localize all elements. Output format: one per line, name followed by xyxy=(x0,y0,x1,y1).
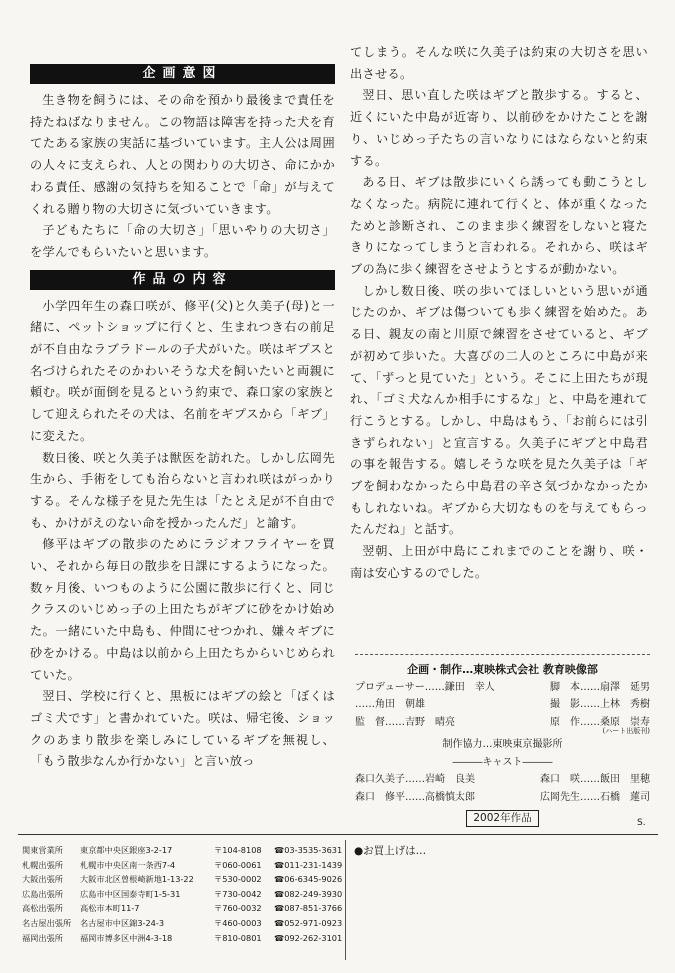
staff-credit: 監 督……吉野 晴亮 xyxy=(355,716,455,728)
office-row xyxy=(22,901,343,916)
right-column xyxy=(350,42,648,585)
story-paragraph: てしまう。そんな咲に久美子は約束の大切さを思い出させる。 xyxy=(350,45,648,81)
office-address: 名古屋市中区錦3-24-3 xyxy=(80,917,165,928)
staff-credit: 撮 影……上林 秀樹 xyxy=(550,699,650,710)
story-paragraph: 翌日、思い直した咲はギブと散歩する。すると、近くにいた中島が近寄り、以前砂をかけたことを謝り、いじめっ子たちの言いなりにはならないと約束する。 xyxy=(350,88,648,168)
staff-credit: ……角田 朝雄 xyxy=(355,699,425,710)
story-paragraph: しかし数日後、咲の歩いてほしいという思いが通じたのか、ギブは傷ついても歩く練習を始めた。ある日、親友の南と川原で練習をさせていると、ギブが初めて歩いた。大喜びの二人のところに中島が来て、「ずっと見ていた」という。そこに上田たちが現れ、「ゴミ犬なんか相手にするな」と、中島を連れて行こうとする。しかし、中島はもう、「お前らには引きずられない」と宣言する。久美子にギブと中島君の事を報告する。嬉しそうな咲を見た久美子は「ギブを飼わなかったら中島君の辛さ気づかなかったかもしれないね。ギブから大切なものを与えてもらったんだね」と話す。 xyxy=(350,283,648,537)
plan-paragraph: 生き物を飼うには、その命を預かり最後まで責任を持たねばなりません。この物語は障害を持った犬を育てたある家族の実話に基づいています。主人公は周囲の人々に支えられ、人との関わりの大切さ、命にかかわる責任、感謝の気持ちを知ることで「命」が与えてくれる贈り物の大切さに気づいていきます。 xyxy=(30,93,335,216)
cast-row xyxy=(355,771,650,789)
content-heading: 作品の内容 xyxy=(30,270,335,290)
cast-credit: 森口 修平……高橋慎太郎 xyxy=(355,791,475,803)
office-table xyxy=(22,843,343,945)
office-phone: ☎06-6345-9026 xyxy=(274,874,343,885)
office-zip: 〒530-0002 xyxy=(214,874,262,885)
cooperation-credit: 制作協力…東映東京撮影所 xyxy=(442,739,563,750)
story-paragraph: 翌日、学校に行くと、黒板にはギブの絵と「ぼくはゴミ犬です」と書かれていた。咲は、帰宅後、ショックのあまり散歩を楽しみにしているギブを無視し、「もう散歩なんか行かない」と言い放っ xyxy=(30,689,335,769)
office-phone: ☎087-851-3766 xyxy=(274,903,343,914)
left-column xyxy=(30,64,335,773)
office-zip: 〒460-0003 xyxy=(214,917,262,928)
office-address: 広島市中区国泰寺町1-5-31 xyxy=(80,888,181,899)
story-paragraph: 数日後、咲と久美子は獣医を訪れた。しかし広岡先生から、手術をしても治らないと言われ咲はがっかりする。そんな様子を見た先生は「たとえ足が不自由でも、かけがえのない命を授かったんだ」と諭す。 xyxy=(30,450,335,530)
staff-row xyxy=(355,696,650,714)
production-year-badge: 2002年作品 xyxy=(466,810,538,827)
office-row xyxy=(22,858,343,873)
cast-row xyxy=(355,789,650,807)
office-address: 東京都中央区銀座3-2-17 xyxy=(80,845,173,855)
footer-divider xyxy=(345,840,346,960)
office-address: 札幌市中央区南一条西7-4 xyxy=(80,859,176,870)
cast-credit: 森口 咲……飯田 里穂 xyxy=(540,774,650,785)
office-name: 名古屋出張所 xyxy=(22,917,72,928)
office-name: 関東営業所 xyxy=(22,845,63,855)
original-work-note: (ハート出版刊) xyxy=(602,727,650,735)
office-name: 大阪出張所 xyxy=(22,874,63,885)
office-name: 広島出張所 xyxy=(22,888,63,899)
office-phone: ☎03-3535-3631 xyxy=(274,845,343,855)
story-paragraph: 修平はギブの散歩のためにラジオフライヤーを買い、それから毎日の散歩を日課にするようになった。数ヶ月後、いつものように公園に散歩に行くと、同じクラスのいじめっ子の上田たちがギブに砂をかけ始めた。一緒にいた中島も、仲間にせつかれ、嫌々ギブに砂をかける。中島は以前から上田たちからいじめられていた。 xyxy=(30,537,335,682)
footer-mark: S. xyxy=(637,818,646,828)
office-zip: 〒730-0042 xyxy=(214,888,262,899)
staff-credit: プロデューサー……鎌田 幸人 xyxy=(355,681,495,693)
staff-credit: 原 作……桑原 崇寿 xyxy=(550,716,650,728)
office-phone: ☎092-262-3101 xyxy=(274,932,343,943)
office-zip: 〒760-0032 xyxy=(214,903,262,914)
office-zip: 〒060-0061 xyxy=(214,859,262,870)
office-address: 高松市本町11-7 xyxy=(80,903,140,914)
office-address: 福岡市博多区中洲4-3-18 xyxy=(80,932,173,943)
plan-heading: 企画意図 xyxy=(30,64,335,84)
office-phone: ☎052-971-0923 xyxy=(274,917,343,928)
office-row xyxy=(22,887,343,902)
office-zip: 〒104-8108 xyxy=(214,845,262,855)
office-row xyxy=(22,931,343,946)
story-paragraph: ある日、ギブは散歩にいくら誘っても動こうとしなくなった。病院に連れて行くと、体が重くなったためと診断され、このまま歩く練習をしないと寝たきりになってしまうと言われる。それから、咲はギブの為に歩く練習をさせようとするが動かない。 xyxy=(350,175,648,277)
production-credit: 企画・制作…東映株式会社 教育映像部 xyxy=(407,663,598,676)
office-zip: 〒810-0801 xyxy=(214,932,262,943)
plan-paragraph: 子どもたちに「命の大切さ」「思いやりの大切さ」を学んでもらいたいと思います。 xyxy=(30,223,335,259)
purchase-label: ●お買上げは… xyxy=(354,845,427,857)
staff-row xyxy=(355,679,650,697)
footer-rule xyxy=(18,834,658,835)
office-phone: ☎011-231-1439 xyxy=(274,859,343,870)
office-name: 札幌出張所 xyxy=(22,859,63,870)
office-row xyxy=(22,872,343,887)
office-address: 大阪市北区曽根崎新地1-13-22 xyxy=(80,874,194,885)
story-paragraph: 小学四年生の森口咲が、修平(父)と久美子(母)と一緒に、ペットショップに行くと、生まれつき右の前足が不自由なラブラドールの子犬がいた。咲はギプスと名づけられたそのかわいそうな犬を飼いたいと両親に頼む。咲が面倒を見るという約束で、森口家の家族として迎えられたその犬は、名前をギプスから「ギブ」に変えた。 xyxy=(30,298,335,443)
credits-divider xyxy=(355,654,650,655)
staff-credit: 脚 本……扇澤 延男 xyxy=(550,681,650,693)
office-name: 高松出張所 xyxy=(22,903,63,914)
cast-credit: 森口久美子……岩崎 良美 xyxy=(355,774,475,785)
credits-block xyxy=(355,650,650,828)
cast-credit: 広岡先生……石橋 蓮司 xyxy=(540,791,650,803)
office-row xyxy=(22,843,343,858)
cast-heading: ―――キャスト――― xyxy=(452,756,553,768)
office-name: 福岡出張所 xyxy=(22,932,63,943)
office-phone: ☎082-249-3930 xyxy=(274,888,343,899)
story-paragraph: 翌朝、上田が中島にこれまでのことを謝り、咲・南は安心するのでした。 xyxy=(350,544,648,580)
office-row xyxy=(22,916,343,931)
